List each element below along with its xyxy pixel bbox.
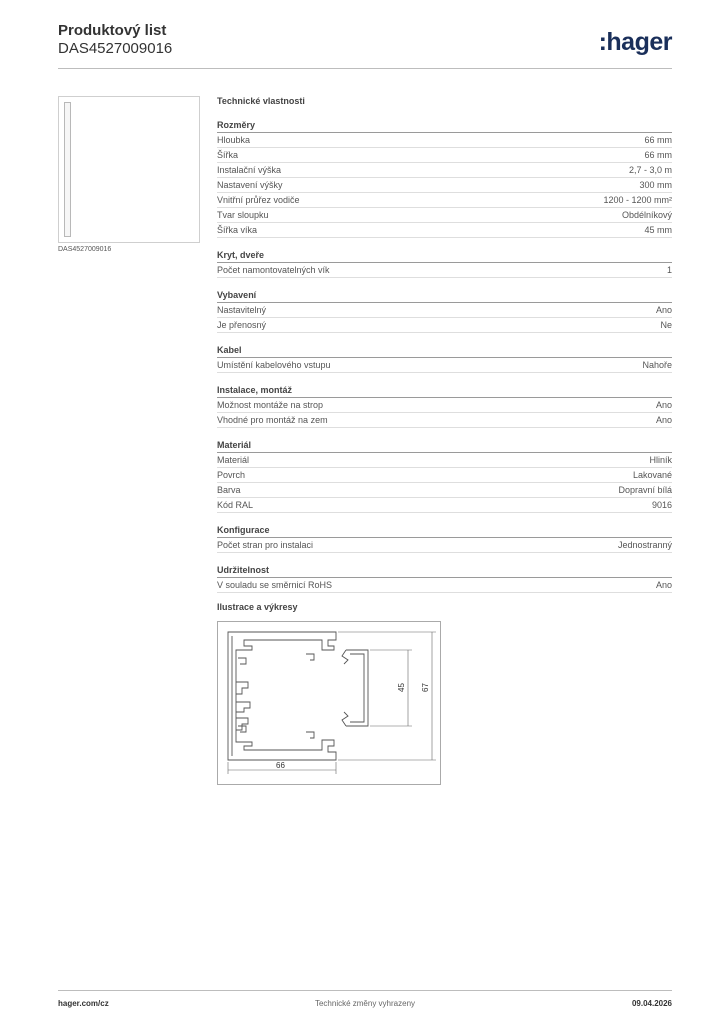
spec-label: Nastavitelný xyxy=(217,305,267,315)
spec-section xyxy=(217,118,672,238)
spec-label: Šířka víka xyxy=(217,225,258,235)
spec-label: Instalační výška xyxy=(217,165,282,175)
spec-value: 1200 - 1200 mm² xyxy=(603,195,672,205)
spec-row xyxy=(217,148,672,163)
spec-row xyxy=(217,223,672,238)
spec-section xyxy=(217,563,672,593)
spec-value: Obdélníkový xyxy=(621,210,672,220)
spec-label: Tvar sloupku xyxy=(217,210,269,220)
spec-value: 66 mm xyxy=(644,150,672,160)
technical-drawing xyxy=(217,621,441,785)
spec-section xyxy=(217,523,672,553)
page-footer xyxy=(58,990,672,1008)
section-title: Vybavení xyxy=(217,288,672,303)
spec-value: Dopravní bílá xyxy=(618,485,672,495)
spec-label: Možnost montáže na strop xyxy=(217,400,324,410)
technical-specs xyxy=(217,94,672,603)
section-title: Kabel xyxy=(217,343,672,358)
page-header xyxy=(58,22,672,69)
spec-label: Umístění kabelového vstupu xyxy=(217,360,331,370)
section-title: Kryt, dveře xyxy=(217,248,672,263)
footer-website[interactable]: hager.com/cz xyxy=(58,999,109,1008)
page-title: Produktový list xyxy=(58,22,167,39)
dimension-lid: 45 xyxy=(397,683,406,692)
spec-row xyxy=(217,133,672,148)
illustrations-title: Ilustrace a výkresy xyxy=(217,602,298,612)
footer-date: 09.04.2026 xyxy=(631,999,672,1008)
spec-row xyxy=(217,398,672,413)
spec-value: Ne xyxy=(660,320,672,330)
spec-value: 9016 xyxy=(651,500,672,510)
product-image xyxy=(58,96,200,243)
spec-value: Ano xyxy=(655,580,672,590)
spec-row xyxy=(217,358,672,373)
spec-value: Ano xyxy=(655,305,672,315)
spec-row xyxy=(217,453,672,468)
section-title: Instalace, montáž xyxy=(217,383,672,398)
spec-value: Lakované xyxy=(632,470,672,480)
product-code: DAS4527009016 xyxy=(58,40,173,57)
spec-label: Kód RAL xyxy=(217,500,254,510)
spec-label: V souladu se směrnicí RoHS xyxy=(217,580,333,590)
spec-section xyxy=(217,438,672,513)
hager-logo: :hager xyxy=(598,28,672,56)
spec-label: Nastavení výšky xyxy=(217,180,283,190)
spec-value: Nahoře xyxy=(642,360,672,370)
spec-label: Šířka xyxy=(217,150,239,160)
spec-row xyxy=(217,468,672,483)
product-caption: DAS4527009016 xyxy=(58,246,112,253)
spec-row xyxy=(217,208,672,223)
spec-label: Vnitřní průřez vodiče xyxy=(217,195,300,205)
spec-label: Hloubka xyxy=(217,135,251,145)
spec-row xyxy=(217,578,672,593)
spec-row xyxy=(217,413,672,428)
spec-value: 300 mm xyxy=(639,180,672,190)
spec-value: 45 mm xyxy=(644,225,672,235)
spec-sections xyxy=(217,118,672,593)
spec-label: Počet stran pro instalaci xyxy=(217,540,314,550)
spec-label: Barva xyxy=(217,485,241,495)
spec-row xyxy=(217,538,672,553)
spec-section xyxy=(217,288,672,333)
spec-section xyxy=(217,248,672,278)
spec-section xyxy=(217,343,672,373)
spec-row xyxy=(217,483,672,498)
spec-row xyxy=(217,263,672,278)
section-title: Materiál xyxy=(217,438,672,453)
spec-value: Hliník xyxy=(649,455,672,465)
spec-row xyxy=(217,498,672,513)
section-title: Rozměry xyxy=(217,118,672,133)
dimension-width: 66 xyxy=(276,761,285,770)
section-title: Udržitelnost xyxy=(217,563,672,578)
section-title: Konfigurace xyxy=(217,523,672,538)
spec-value: 66 mm xyxy=(644,135,672,145)
spec-section xyxy=(217,383,672,428)
spec-value: 2,7 - 3,0 m xyxy=(628,165,672,175)
cross-section-drawing xyxy=(218,622,440,784)
spec-row xyxy=(217,318,672,333)
spec-value: Jednostranný xyxy=(617,540,672,550)
spec-row xyxy=(217,163,672,178)
spec-value: Ano xyxy=(655,400,672,410)
spec-label: Povrch xyxy=(217,470,246,480)
dimension-height: 67 xyxy=(421,683,430,692)
spec-label: Materiál xyxy=(217,455,250,465)
specs-title: Technické vlastnosti xyxy=(217,96,305,106)
spec-value: Ano xyxy=(655,415,672,425)
spec-label: Vhodné pro montáž na zem xyxy=(217,415,328,425)
spec-row xyxy=(217,303,672,318)
spec-label: Počet namontovatelných vík xyxy=(217,265,330,275)
product-profile-shape xyxy=(64,102,71,237)
spec-value: 1 xyxy=(666,265,672,275)
footer-disclaimer: Technické změny vyhrazeny xyxy=(314,999,416,1008)
spec-row xyxy=(217,178,672,193)
spec-label: Je přenosný xyxy=(217,320,267,330)
spec-row xyxy=(217,193,672,208)
